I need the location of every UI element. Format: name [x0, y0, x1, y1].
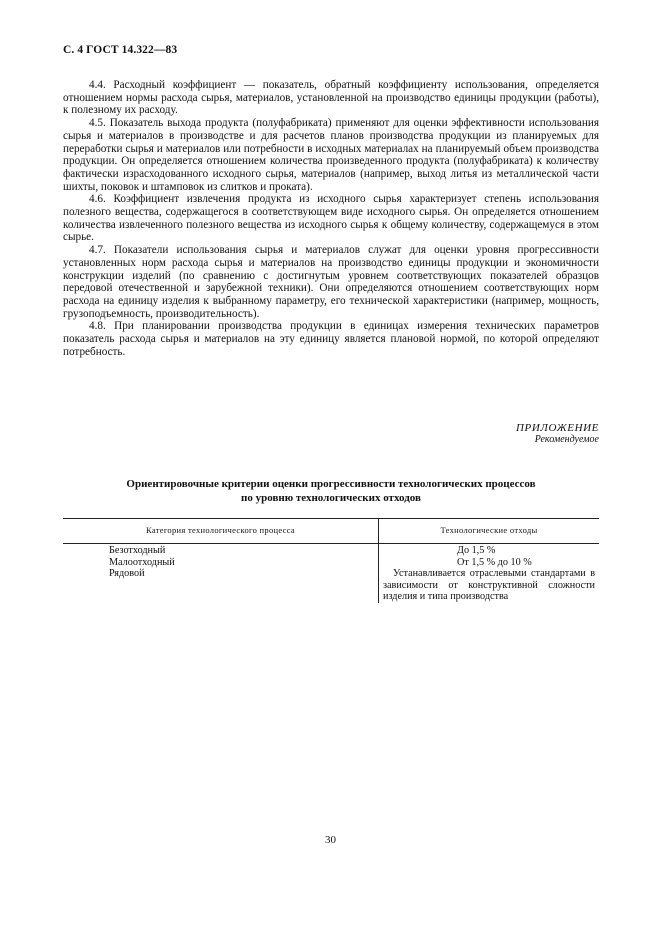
table-title-line2: по уровню технологических отходов: [241, 492, 421, 504]
col-header-category: Категория технологического процесса: [63, 519, 379, 544]
category-low-waste: Малоотходный: [109, 556, 175, 568]
waste-zero: До 1,5 %: [457, 545, 496, 556]
table-row: [63, 544, 599, 603]
paragraph-4-7: 4.7. Показатели использования сырья и материалов служат для оценки уровня прогрессивности установленных норм расхода сырья и материалов на производство единицы продукции и экономичности конструкции изделий (по сравнению с достигнутым уровнем соответствующих показателей образцов передовой отечественной и зарубежной техники). Они определяются отношением соответствующих норм расхода на единицу изделия к выбранному параметру, его технической характеристики (например, мощность, грузоподъемность, производительность).: [63, 244, 599, 320]
paragraph-4-6: 4.6. Коэффициент извлечения продукта из исходного сырья характеризует степень использования полезного вещества, содержащегося в соответствующем виде исходного сырья. Он определяется отношением количества извлеченного полезного вещества из исходного сырья к общему количеству, содержащемуся в этом сырье.: [63, 193, 599, 244]
page-number: 30: [325, 834, 336, 846]
page-header: С. 4 ГОСТ 14.322—83: [63, 44, 178, 56]
col-header-waste: Технологические отходы: [379, 519, 600, 544]
appendix-subtitle: Рекомендуемое: [534, 434, 599, 445]
waste-ordinary: Устанавливается отраслевыми стандартами в зависимости от конструктивной сложности изделия и типа производства: [383, 568, 595, 602]
category-ordinary: Рядовой: [109, 568, 145, 579]
table-header-row: [63, 519, 599, 544]
criteria-table: [63, 518, 599, 603]
paragraph-4-8: 4.8. При планировании производства продукции в единицах измерения технических параметров показатель расхода сырья и материалов на эту единицу является плановой нормой, по которой определяют потребность.: [63, 320, 599, 358]
table-title-line1: Ориентировочные критерии оценки прогрессивности технологических процессов: [126, 478, 536, 490]
table-title: [63, 477, 599, 505]
appendix-title: ПРИЛОЖЕНИЕ: [516, 422, 599, 434]
body-text: [63, 79, 599, 358]
appendix-label: [516, 422, 599, 446]
category-cell: [63, 544, 379, 603]
paragraph-4-5: 4.5. Показатель выхода продукта (полуфабриката) применяют для оценки эффективности использования сырья и материалов в производстве и для расчетов планов производства продукции из планируемых для переработки сырья и материалов или потребности в исходных материалах на планируемый объем производства продукции. Он определяется отношением количества произведенного продукта (полуфабриката) к количеству фактически израсходованного исходного сырья, материалов (например, выход литья из металлической части шихты, поковок и штамповок из слитков и проката).: [63, 117, 599, 193]
paragraph-4-4: 4.4. Расходный коэффициент — показатель, обратный коэффициенту использования, определяется отношением нормы расхода сырья, материалов, установленной на производство единицы продукции (работы), к полезному их расходу.: [63, 79, 599, 117]
waste-low: От 1,5 % до 10 %: [457, 556, 532, 568]
category-zero-waste: Безотходный: [109, 545, 166, 556]
waste-cell: [379, 544, 600, 603]
